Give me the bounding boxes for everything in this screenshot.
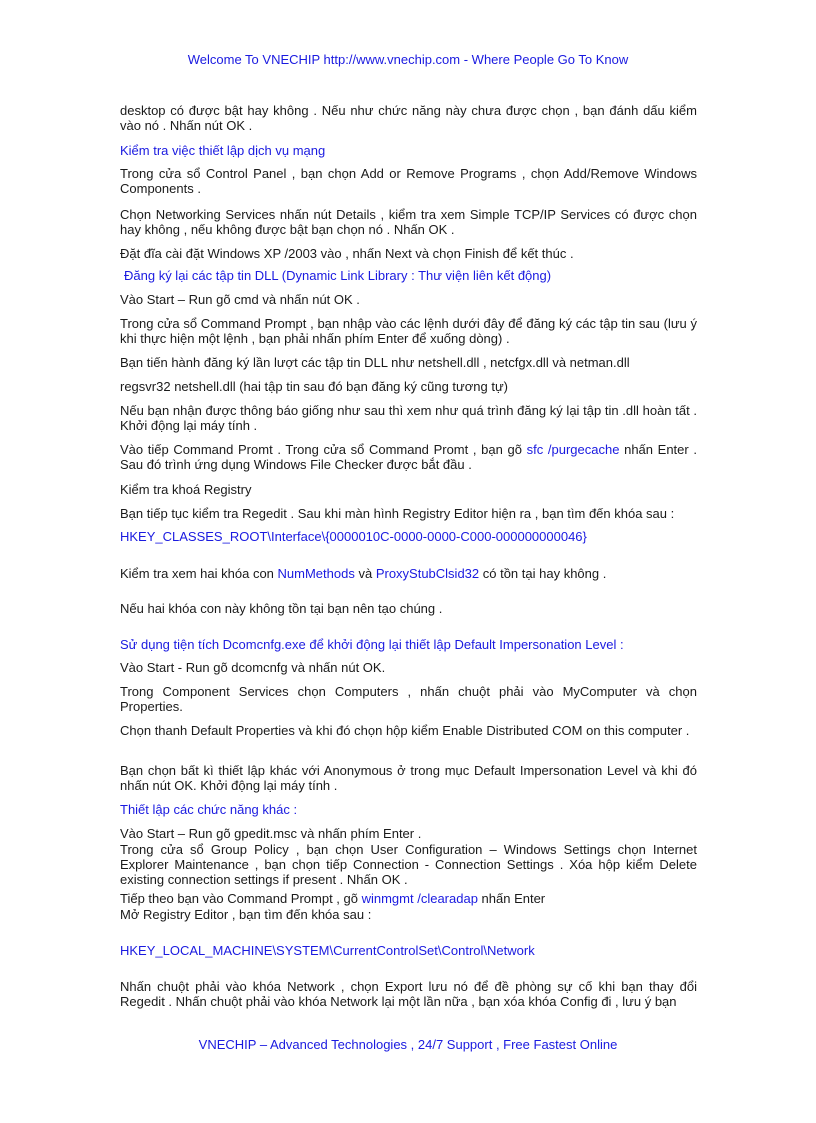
winmgmt-command: winmgmt /clearadap [361,891,478,906]
subkey-proxystubclsid32: ProxyStubClsid32 [375,566,480,581]
paragraph-winmgmt [120,891,545,906]
paragraph-open-regedit: Mở Registry Editor , bạn tìm đến khóa sau : [120,907,372,922]
paragraph-regsvr32: regsvr32 netshell.dll (hai tập tin sau đó bạn đăng ký cũng tương tự) [120,379,508,394]
winmgmt-text-after: nhấn Enter [477,891,546,906]
paragraph-intro: desktop có được bật hay không . Nếu như chức năng này chưa được chọn , bạn đánh dấu kiểm vào nó . Nhấn nút OK . [120,103,697,133]
registry-key-network: HKEY_LOCAL_MACHINE\SYSTEM\CurrentControlSet\Control\Network [120,943,535,958]
paragraph-regedit: Bạn tiếp tục kiểm tra Regedit . Sau khi màn hình Registry Editor hiện ra , bạn tìm đến khóa sau : [120,506,675,521]
paragraph-create-keys: Nếu hai khóa con này không tồn tại bạn nên tạo chúng . [120,601,443,616]
subkeys-text-before: Kiểm tra xem hai khóa con [120,566,278,581]
heading-dcomcnfg: Sử dụng tiện tích Dcomcnfg.exe để khởi động lại thiết lập Default Impersonation Level : [120,637,624,652]
paragraph-run-dcomcnfg: Vào Start - Run gõ dcomcnfg và nhấn nút OK. [120,660,386,675]
paragraph-sfc [120,442,697,472]
paragraph-group-policy: Trong cửa sổ Group Policy , bạn chọn User Configuration – Windows Settings chọn Internet Explorer Maintenance , bạn chọn tiếp Connection - Connection Settings . Xóa hộp kiểm Delete existing connection settings if present . Nhấn OK . [120,842,697,887]
paragraph-default-properties: Chọn thanh Default Properties và khi đó chọn hộp kiểm Enable Distributed COM on this computer . [120,723,690,738]
registry-key-interface: HKEY_CLASSES_ROOT\Interface\{0000010C-0000-0000-C000-000000000046} [120,529,587,544]
paragraph-register-dlls: Bạn tiến hành đăng ký lần lượt các tập tin DLL như netshell.dll , netcfgx.dll và netman.dll [120,355,630,370]
paragraph-export-network: Nhấn chuột phải vào khóa Network , chọn Export lưu nó để đề phòng sự cố khi bạn thay đổi Regedit . Nhấn chuột phải vào khóa Network lại một lần nữa , bạn xóa khóa Config đi , lưu ý bạn [120,979,697,1009]
heading-check-registry: Kiểm tra khoá Registry [120,482,252,497]
subkeys-text-after: có tồn tại hay không . [479,566,607,581]
winmgmt-text-before: Tiếp theo bạn vào Command Prompt , gõ [120,891,362,906]
sfc-text-before: Vào tiếp Command Promt . Trong cửa sổ Command Promt , bạn gõ [120,442,527,457]
paragraph-registration-success: Nếu bạn nhận được thông báo giống như sau thì xem như quá trình đăng ký lại tập tin .dll hoàn tất . Khởi động lại máy tính . [120,403,697,433]
paragraph-gpedit: Vào Start – Run gõ gpedit.msc và nhấn phím Enter . [120,826,422,841]
paragraph-subkeys [120,566,606,581]
sfc-text-after: nhấn Enter . Sau đó trình ứng dụng Windows File Checker được bắt đầu . [120,442,697,472]
heading-register-dll: Đăng ký lại các tập tin DLL (Dynamic Link Library : Thư viện liên kết động) [124,268,552,283]
sfc-command: sfc /purgecache [526,442,620,457]
paragraph-run-cmd: Vào Start – Run gõ cmd và nhấn nút OK . [120,292,360,307]
paragraph-control-panel: Trong cửa sổ Control Panel , bạn chọn Add or Remove Programs , chọn Add/Remove Windows Components . [120,166,697,196]
subkeys-text-mid: và [354,566,376,581]
heading-network-services: Kiểm tra việc thiết lập dịch vụ mạng [120,143,326,158]
page-header: Welcome To VNECHIP http://www.vnechip.com - Where People Go To Know [187,52,629,67]
page-footer: VNECHIP – Advanced Technologies , 24/7 Support , Free Fastest Online [198,1037,618,1052]
paragraph-anonymous: Bạn chọn bất kì thiết lập khác với Anonymous ở trong mục Default Impersonation Level và khi đó nhấn nút OK. Khởi động lại máy tính . [120,763,697,793]
paragraph-command-prompt: Trong cửa sổ Command Prompt , bạn nhập vào các lệnh dưới đây để đăng ký các tập tin sau (lưu ý khi thực hiện một lệnh , bạn phải nhấn phím Enter để xuống dòng) . [120,316,697,346]
paragraph-networking-services: Chọn Networking Services nhấn nút Details , kiểm tra xem Simple TCP/IP Services có được chọn hay không , nếu không được bật bạn chọn nó . Nhấn OK . [120,207,697,237]
subkey-nummethods: NumMethods [277,566,355,581]
paragraph-component-services: Trong Component Services chọn Computers , nhấn chuột phải vào MyComputer và chọn Properties. [120,684,697,714]
paragraph-insert-disc: Đặt đĩa cài đặt Windows XP /2003 vào , nhấn Next và chọn Finish để kết thúc . [120,246,574,261]
heading-other-settings: Thiết lập các chức năng khác : [120,802,298,817]
